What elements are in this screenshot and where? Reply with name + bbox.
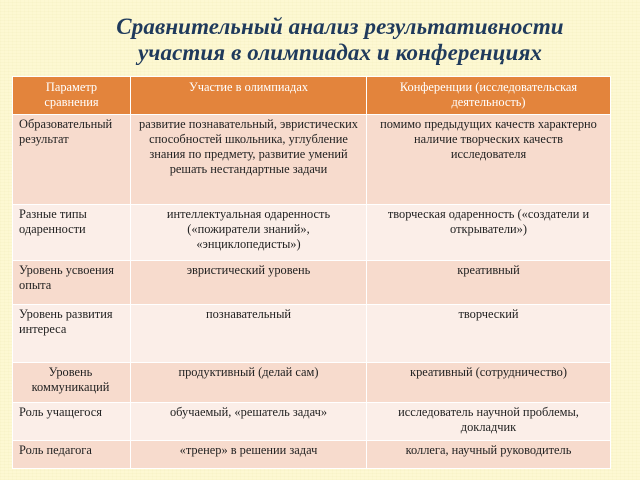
row-conference-cell: коллега, научный руководитель bbox=[367, 441, 611, 469]
row-conference-cell: креативный (сотрудничество) bbox=[367, 363, 611, 403]
comparison-table bbox=[12, 76, 611, 469]
table-row bbox=[13, 115, 611, 205]
row-param: Разные типы одаренности bbox=[13, 205, 131, 261]
row-param: Уровень развития интереса bbox=[13, 305, 131, 363]
title-line-1: Сравнительный анализ результативности bbox=[116, 14, 564, 39]
row-olympiad-cell: продуктивный (делай сам) bbox=[131, 363, 367, 403]
header-conferences: Конференции (исследовательская деятельность) bbox=[367, 77, 611, 115]
table-row bbox=[13, 205, 611, 261]
row-conference-cell: помимо предыдущих качеств характерно наличие творческих качеств исследователя bbox=[367, 115, 611, 205]
table-header-row bbox=[13, 77, 611, 115]
row-param: Роль педагога bbox=[13, 441, 131, 469]
table-row bbox=[13, 403, 611, 441]
row-olympiad-cell: обучаемый, «решатель задач» bbox=[131, 403, 367, 441]
row-olympiad-cell: познавательный bbox=[131, 305, 367, 363]
row-conference-cell: креативный bbox=[367, 261, 611, 305]
row-param: Образовательный результат bbox=[13, 115, 131, 205]
row-param: Уровень коммуникаций bbox=[13, 363, 131, 403]
header-olympiads: Участие в олимпиадах bbox=[131, 77, 367, 115]
title-line-2: участия в олимпиадах и конференциях bbox=[138, 40, 542, 65]
row-olympiad-cell: интеллектуальная одаренность («пожиратели знаний», «энциклопедисты») bbox=[131, 205, 367, 261]
table-row bbox=[13, 363, 611, 403]
table-row bbox=[13, 305, 611, 363]
table-row bbox=[13, 261, 611, 305]
page-title bbox=[40, 14, 640, 66]
row-conference-cell: исследователь научной проблемы, докладчик bbox=[367, 403, 611, 441]
row-conference-cell: творческий bbox=[367, 305, 611, 363]
row-olympiad-cell: развитие познавательный, эвристических способностей школьника, углубление знания по предмету, развитие умений решать нестандартные задачи bbox=[131, 115, 367, 205]
row-param: Уровень усвоения опыта bbox=[13, 261, 131, 305]
table-row bbox=[13, 441, 611, 469]
row-conference-cell: творческая одаренность («создатели и открыватели») bbox=[367, 205, 611, 261]
header-parameter: Параметр сравнения bbox=[13, 77, 131, 115]
row-olympiad-cell: эвристический уровень bbox=[131, 261, 367, 305]
row-param: Роль учащегося bbox=[13, 403, 131, 441]
row-olympiad-cell: «тренер» в решении задач bbox=[131, 441, 367, 469]
